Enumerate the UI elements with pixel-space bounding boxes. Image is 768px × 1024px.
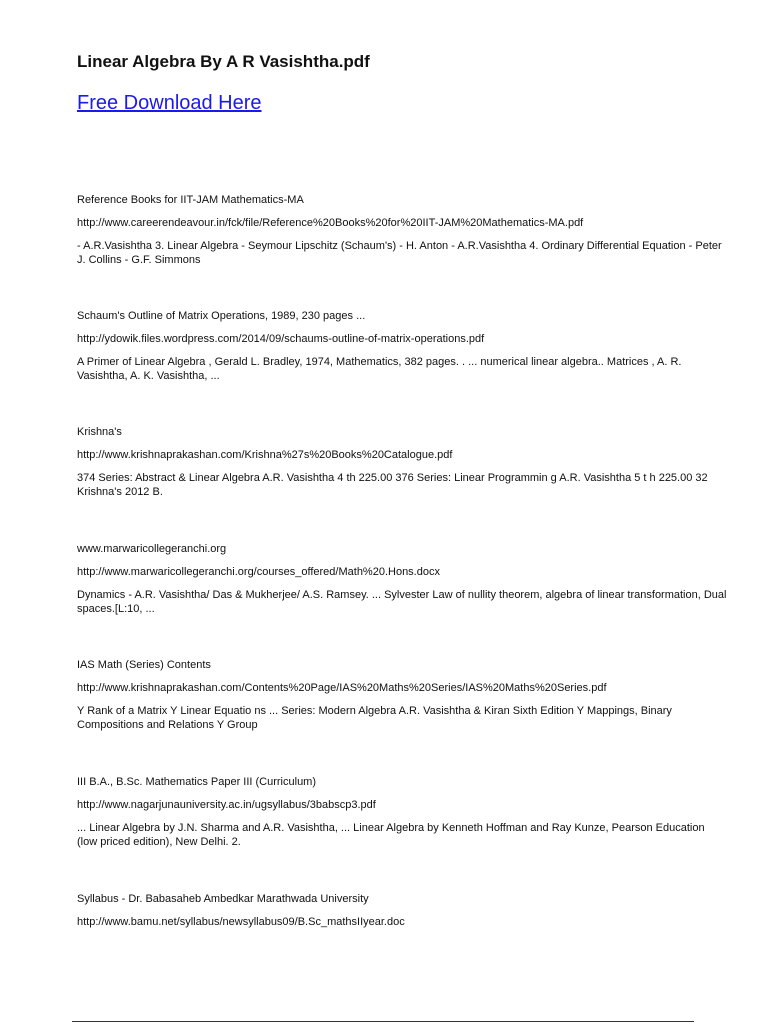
- result-entry: [77, 425, 727, 499]
- footer-divider: [72, 1021, 694, 1022]
- result-title[interactable]: Schaum's Outline of Matrix Operations, 1989, 230 pages ...: [77, 310, 366, 322]
- result-description: Y Rank of a Matrix Y Linear Equatio ns ... Series: Modern Algebra A.R. Vasishtha & Kiran Sixth Edition Y Mappings, Binary Compositions and Relations Y Group: [77, 705, 672, 731]
- result-title[interactable]: Reference Books for IIT-JAM Mathematics-MA: [77, 194, 304, 206]
- result-url[interactable]: http://www.krishnaprakashan.com/Contents%20Page/IAS%20Maths%20Series/IAS%20Maths%20Series.pdf: [77, 682, 607, 694]
- result-description: ... Linear Algebra by J.N. Sharma and A.R. Vasishtha, ... Linear Algebra by Kenneth Hoffman and Ray Kunze, Pearson Education (low priced edition), New Delhi. 2.: [77, 822, 705, 848]
- result-description: - A.R.Vasishtha 3. Linear Algebra - Seymour Lipschitz (Schaum's) - H. Anton - A.R.Vasishtha 4. Ordinary Differential Equation - Peter J. Collins - G.F. Simmons: [77, 240, 722, 266]
- result-entry: [77, 775, 727, 849]
- result-title[interactable]: www.marwaricollegeranchi.org: [77, 543, 227, 555]
- result-description: Dynamics - A.R. Vasishtha/ Das & Mukherjee/ A.S. Ramsey. ... Sylvester Law of nullity theorem, algebra of linear transformation, Dual spaces.[L:10, ...: [77, 589, 727, 615]
- result-entry: [77, 658, 727, 732]
- result-url[interactable]: http://ydowik.files.wordpress.com/2014/09/schaums-outline-of-matrix-operations.pdf: [77, 333, 485, 345]
- result-entry: [77, 309, 727, 383]
- result-entry: [77, 542, 727, 616]
- result-url[interactable]: http://www.krishnaprakashan.com/Krishna%27s%20Books%20Catalogue.pdf: [77, 449, 453, 461]
- result-url[interactable]: http://www.careerendeavour.in/fck/file/Reference%20Books%20for%20IIT-JAM%20Mathematics-MA.pdf: [77, 217, 584, 229]
- result-title[interactable]: Syllabus - Dr. Babasaheb Ambedkar Marathwada University: [77, 893, 369, 905]
- result-url[interactable]: http://www.bamu.net/syllabus/newsyllabus09/B.Sc_mathsIIyear.doc: [77, 916, 405, 928]
- result-url[interactable]: http://www.marwaricollegeranchi.org/courses_offered/Math%20.Hons.docx: [77, 566, 440, 578]
- result-description: A Primer of Linear Algebra , Gerald L. Bradley, 1974, Mathematics, 382 pages. . ... numerical linear algebra.. Matrices , A. R. Vasishtha, A. K. Vasishtha, ...: [77, 356, 682, 382]
- document-title: Linear Algebra By A R Vasishtha.pdf: [77, 52, 370, 71]
- result-description: 374 Series: Abstract & Linear Algebra A.R. Vasishtha 4 th 225.00 376 Series: Linear Programmin g A.R. Vasishtha 5 t h 225.00 32 Krishna's 2012 B.: [77, 472, 708, 498]
- result-title[interactable]: Krishna's: [77, 426, 122, 438]
- result-entry: [77, 892, 727, 929]
- free-download-link[interactable]: Free Download Here: [77, 92, 262, 114]
- result-entry: [77, 193, 727, 267]
- result-url[interactable]: http://www.nagarjunauniversity.ac.in/ugsyllabus/3babscp3.pdf: [77, 799, 376, 811]
- result-title[interactable]: IAS Math (Series) Contents: [77, 659, 211, 671]
- result-title[interactable]: III B.A., B.Sc. Mathematics Paper III (Curriculum): [77, 776, 317, 788]
